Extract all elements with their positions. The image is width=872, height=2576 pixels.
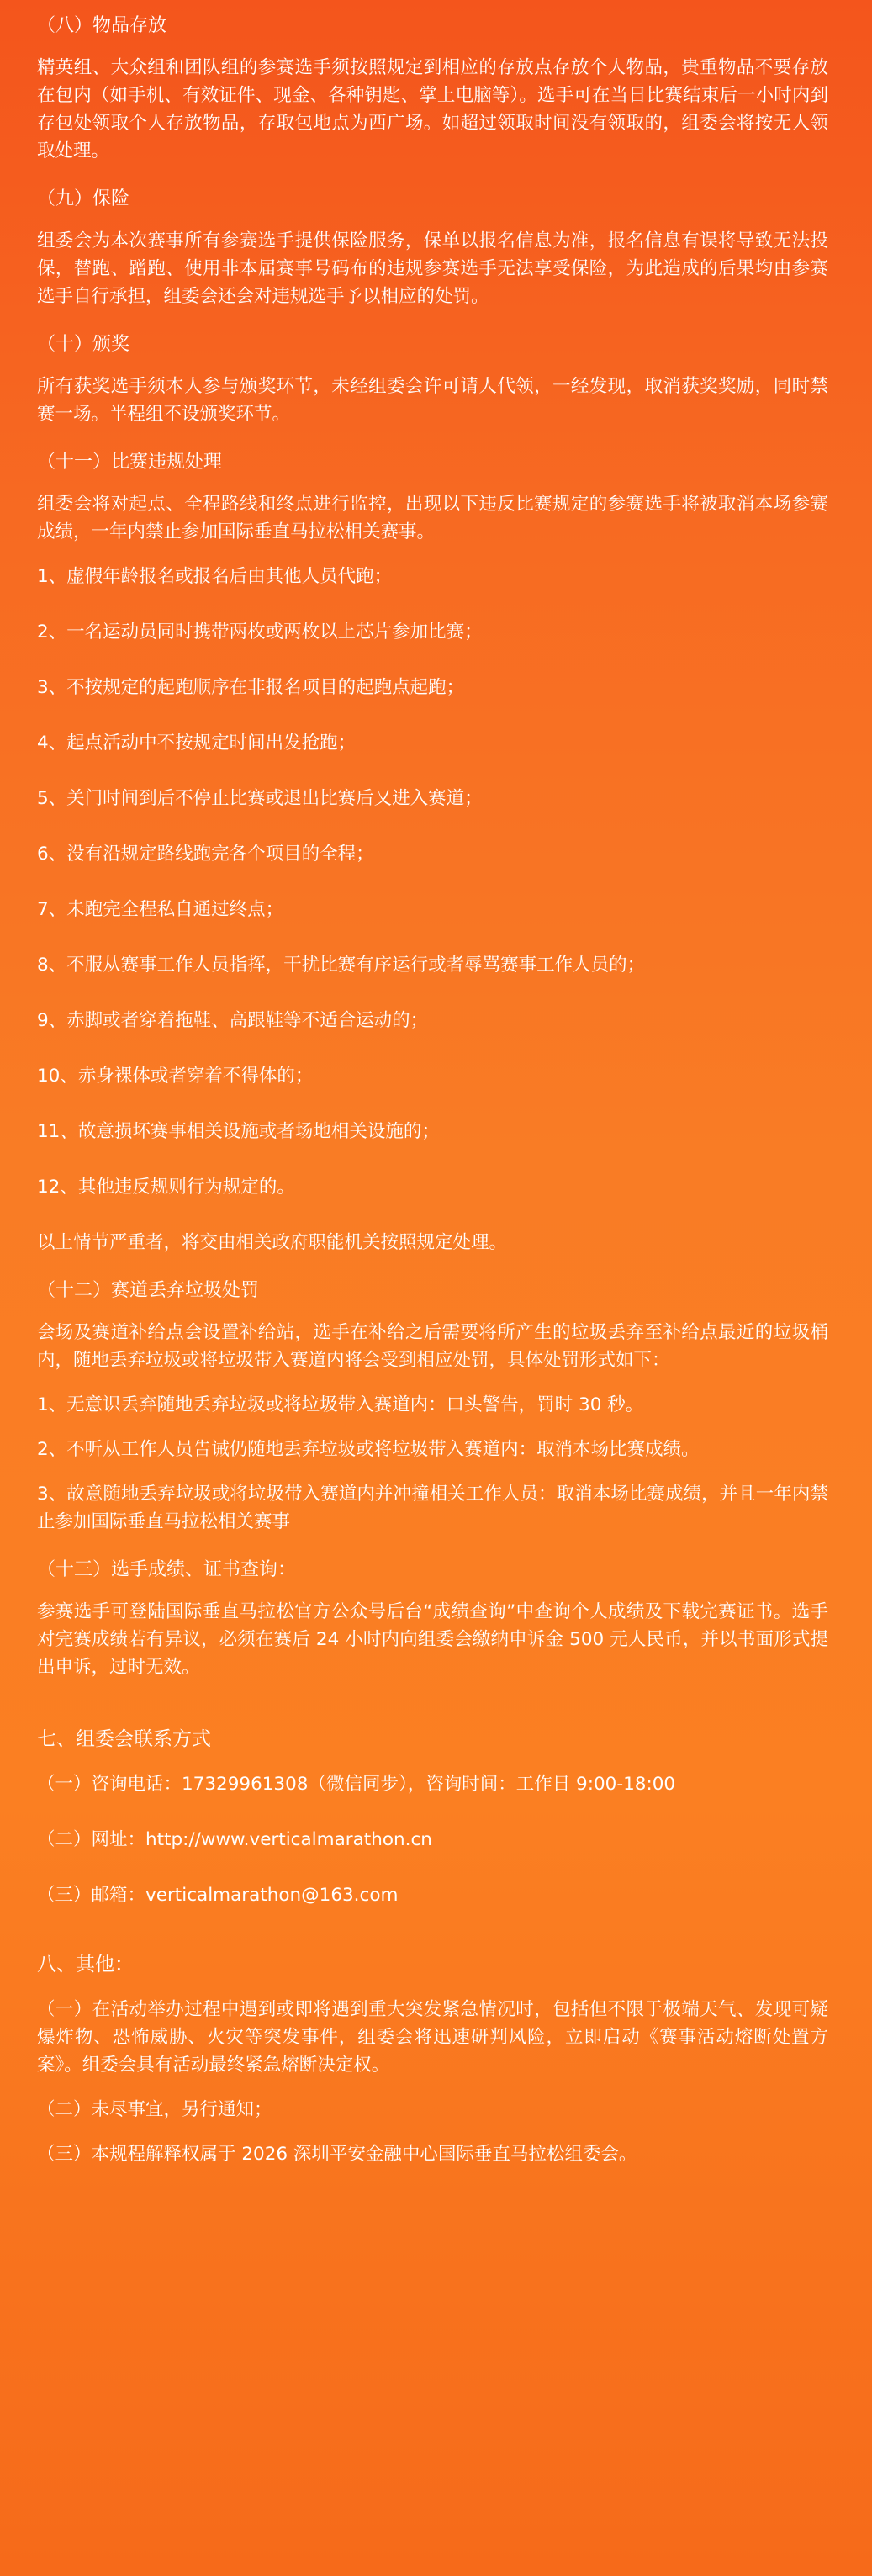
section-title-awards: （十）颁奖 [37, 334, 130, 355]
other-item-emergency: （一）在活动举办过程中遇到或即将遇到重大突发紧急情况时，包括但不限于极端天气、发现可疑爆炸物、恐怖威胁、火灾等突发事件，组委会将迅速研判风险，立即启动《赛事活动熔断处置方案》。组委会具有活动最终紧急熔断决定权。 [37, 1999, 828, 2076]
section-title-violations: （十一）比赛违规处理 [37, 452, 223, 473]
insurance-paragraph: 组委会为本次赛事所有参赛选手提供保险服务，保单以报名信息为准，报名信息有误将导致无法投保，替跑、蹭跑、使用非本届赛事号码布的违规参赛选手无法享受保险，为此造成的后果均由参赛选手自行承担，组委会还会对违规选手予以相应的处罚。 [37, 230, 828, 307]
list-item: 8、不服从赛事工作人员指挥，干扰比赛有序运行或者辱骂赛事工作人员的； [37, 955, 646, 976]
contact-email-link[interactable]: （三）邮箱：verticalmarathon@163.com [37, 1885, 399, 1906]
list-item: 5、关门时间到后不停止比赛或退出比赛后又进入赛道； [37, 788, 483, 809]
list-item: 3、不按规定的起跑顺序在非报名项目的起跑点起跑； [37, 677, 465, 698]
violations-intro: 组委会将对起点、全程路线和终点进行监控，出现以下违反比赛规定的参赛选手将被取消本场参赛成绩，一年内禁止参加国际垂直马拉松相关赛事。 [37, 494, 828, 542]
littering-penalty-1: 1、无意识丢弃随地丢弃垃圾或将垃圾带入赛道内：口头警告，罚时 30 秒。 [37, 1394, 644, 1415]
part-title-other: 八、其他： [37, 1954, 134, 1976]
section-title-insurance: （九）保险 [37, 188, 130, 209]
storage-paragraph: 精英组、大众组和团队组的参赛选手须按照规定到相应的存放点存放个人物品，贵重物品不要存放在包内（如手机、有效证件、现金、各种钥匙、掌上电脑等）。选手可在当日比赛结束后一小时内到存包处领取个人存放物品，存取包地点为西广场。如超过领取时间没有领取的，组委会将按无人领取处理。 [37, 57, 828, 161]
littering-penalty-3: 3、故意随地丢弃垃圾或将垃圾带入赛道内并冲撞相关工作人员：取消本场比赛成绩，并且一年内禁止参加国际垂直马拉松相关赛事 [37, 1484, 828, 1532]
list-item: 12、其他违反规则行为规定的。 [37, 1177, 295, 1198]
littering-penalty-2: 2、不听从工作人员告诫仍随地丢弃垃圾或将垃圾带入赛道内：取消本场比赛成绩。 [37, 1439, 700, 1460]
list-item: 6、没有沿规定路线跑完各个项目的全程； [37, 844, 374, 865]
section-title-littering: （十二）赛道丢弃垃圾处罚 [37, 1280, 260, 1301]
list-item: 1、虚假年龄报名或报名后由其他人员代跑； [37, 566, 393, 587]
littering-intro: 会场及赛道补给点会设置补给站，选手在补给之后需要将所产生的垃圾丢弃至补给点最近的垃圾桶内，随地丢弃垃圾或将垃圾带入赛道内将会受到相应处罚，具体处罚形式如下： [37, 1322, 828, 1371]
section-title-results: （十三）选手成绩、证书查询： [37, 1559, 297, 1580]
list-item: 4、起点活动中不按规定时间出发抢跑； [37, 733, 357, 754]
list-item: 10、赤身裸体或者穿着不得体的； [37, 1066, 314, 1087]
other-item-notice: （二）未尽事宜，另行通知； [37, 2099, 272, 2120]
contact-website-link[interactable]: （二）网址：http://www.verticalmarathon.cn [37, 1829, 432, 1850]
awards-paragraph: 所有获奖选手须本人参与颁奖环节，未经组委会许可请人代领，一经发现，取消获奖奖励，同时禁赛一场。半程组不设颁奖环节。 [37, 376, 828, 425]
violations-outro: 以上情节严重者，将交由相关政府职能机关按照规定处理。 [37, 1232, 508, 1253]
section-title-storage: （八）物品存放 [37, 15, 167, 36]
list-item: 11、故意损坏赛事相关设施或者场地相关设施的； [37, 1121, 440, 1142]
list-item: 2、一名运动员同时携带两枚或两枚以上芯片参加比赛； [37, 622, 483, 643]
list-item: 7、未跑完全程私自通过终点； [37, 899, 284, 920]
part-title-contact: 七、组委会联系方式 [37, 1728, 211, 1750]
contact-phone: （一）咨询电话：17329961308（微信同步），咨询时间：工作日 9:00-18:00 [37, 1774, 676, 1795]
other-item-interpretation: （三）本规程解释权属于 2026 深圳平安金融中心国际垂直马拉松组委会。 [37, 2144, 637, 2165]
results-paragraph: 参赛选手可登陆国际垂直马拉松官方公众号后台“成绩查询”中查询个人成绩及下载完赛证书。选手对完赛成绩若有异议，必须在赛后 24 小时内向组委会缴纳申诉金 500 元人民币，并以书面形式提出申诉，过时无效。 [37, 1601, 828, 1678]
list-item: 9、赤脚或者穿着拖鞋、高跟鞋等不适合运动的； [37, 1010, 429, 1031]
violations-list [37, 563, 828, 1201]
